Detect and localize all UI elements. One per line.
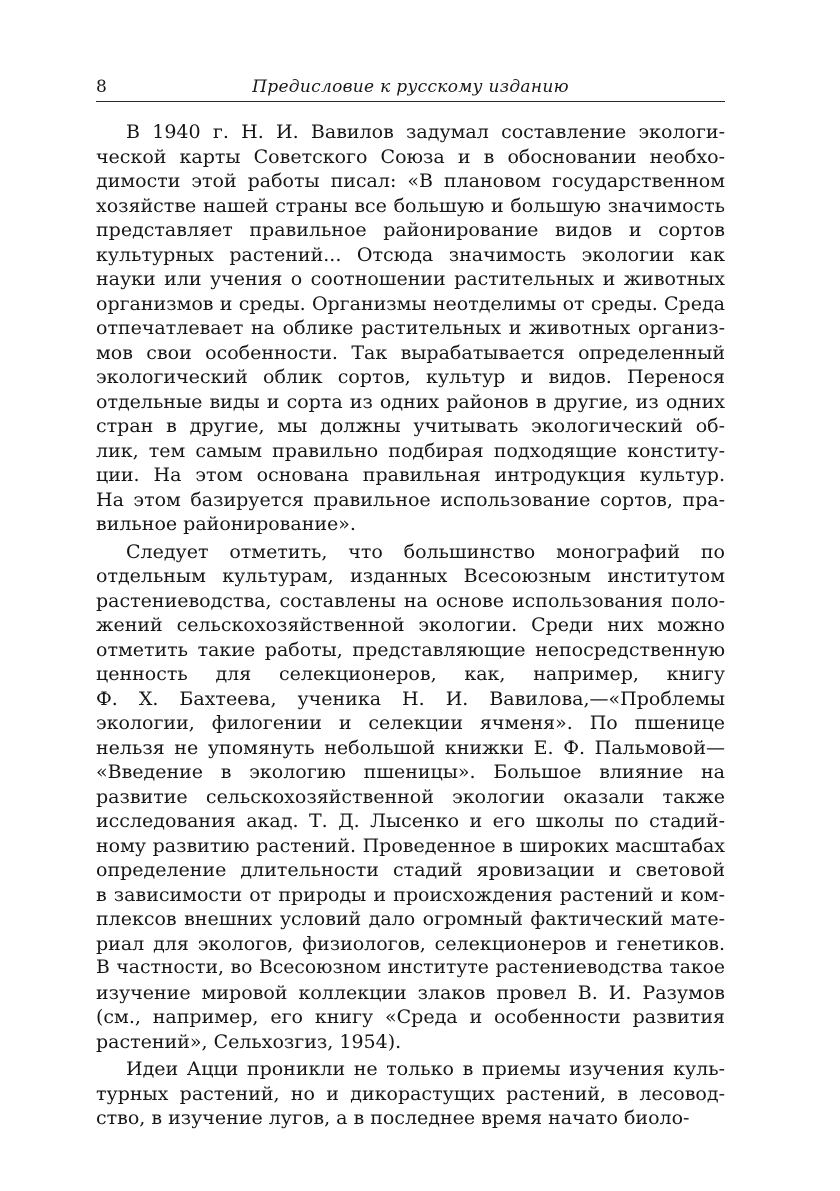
text-line: науки или учения о соотношении растительных и животных [96,268,725,290]
text-line: На этом базируется правильное использование сортов, пра- [96,488,725,511]
text-line: ство, в изучение лугов, а в последнее время начато биоло- [96,1107,690,1129]
text-line: отметить такие работы, представляющие непосредственную [96,638,725,661]
text-line: отдельные виды и сорта из одних районов в другие, из одних [96,390,725,413]
text-line: жений сельскохозяйственной экологии. Среди них можно [96,614,725,636]
text-line: вильное районирование». [96,513,356,535]
text-line: развитие сельскохозяйственной экологии оказали также [96,785,725,808]
text-line: растений», Сельхозгиз, 1954). [96,1030,402,1053]
text-line: стран в другие, мы должны учитывать экологический об- [96,415,725,437]
text-line: отдельным культурам, изданных Всесоюзным институтом [96,565,725,587]
text-line: (см., например, его книгу «Среда и особенности развития [96,1006,725,1028]
text-line: ческой карты Советского Союза и в обосновании необхо- [96,145,725,168]
text-line: изучение мировой коллекции злаков провел В. И. Разумов [96,981,725,1004]
text-line: ции. На этом основана правильная интродукция культур. [96,464,725,486]
text-line: лик, тем самым правильно подбирая подходящие конститу- [96,439,725,462]
text-line: плексов внешних условий дало огромный фактический мате- [96,908,725,930]
text-line: экологический облик сортов, культур и видов. Перенося [96,366,725,388]
text-line: культурных растений... Отсюда значимость экологии как [96,243,725,266]
body-text [96,120,725,1134]
text-line: В частности, во Всесоюзном институте растениеводства такое [96,957,725,978]
text-line: в зависимости от природы и происхождения растений и ком- [96,883,725,906]
text-line: риал для экологов, физиологов, селекционеров и генетиков. [96,932,725,955]
text-line: определение длительности стадий яровизации и световой [96,859,725,881]
text-line: исследования акад. Т. Д. Лысенко и его школы по стадий- [96,810,725,832]
paragraph [96,120,725,537]
text-line: Следует отметить, что большинство монографий по [126,540,725,563]
text-line: растениеводства, составлены на основе использования поло- [96,589,725,612]
running-head [96,74,725,100]
text-line: мов свои особенности. Так вырабатывается определенный [96,341,725,364]
header-rule [96,101,725,102]
paragraph [96,1057,725,1131]
page-number: 8 [96,77,108,97]
text-line: Ф. Х. Бахтеева, ученика Н. И. Вавилова,—«Проблемы [96,687,725,710]
text-line: отпечатлевает на облике растительных и животных организ- [96,317,725,339]
text-line: организмов и среды. Организмы неотделимы от среды. Среда [96,292,725,315]
text-line: димости этой работы писал: «В плановом государственном [96,170,725,192]
paragraph [96,540,725,1055]
text-line: «Введение в экологию пшеницы». Большое влияние на [96,761,725,783]
text-line: Идеи Ацци проникли не только в приемы изучения куль- [126,1058,725,1080]
text-line: В 1940 г. Н. И. Вавилов задумал составление экологи- [126,121,725,143]
text-line: ценность для селекционеров, как, например, книгу [96,663,725,685]
text-line: турных растений, но и дикорастущих растений, в лесовод- [96,1082,725,1105]
text-line: хозяйстве нашей страны все большую и большую значимость [96,194,725,217]
text-line: экологии, филогении и селекции ячменя». По пшенице [96,712,725,734]
running-title: Предисловие к русскому изданию [252,77,569,97]
text-line: ному развитию растений. Проведенное в широких масштабах [96,834,725,857]
text-line: нельзя не упомянуть небольшой книжки Е. Ф. Пальмовой— [96,736,725,759]
text-line: представляет правильное районирование видов и сортов [96,219,725,241]
